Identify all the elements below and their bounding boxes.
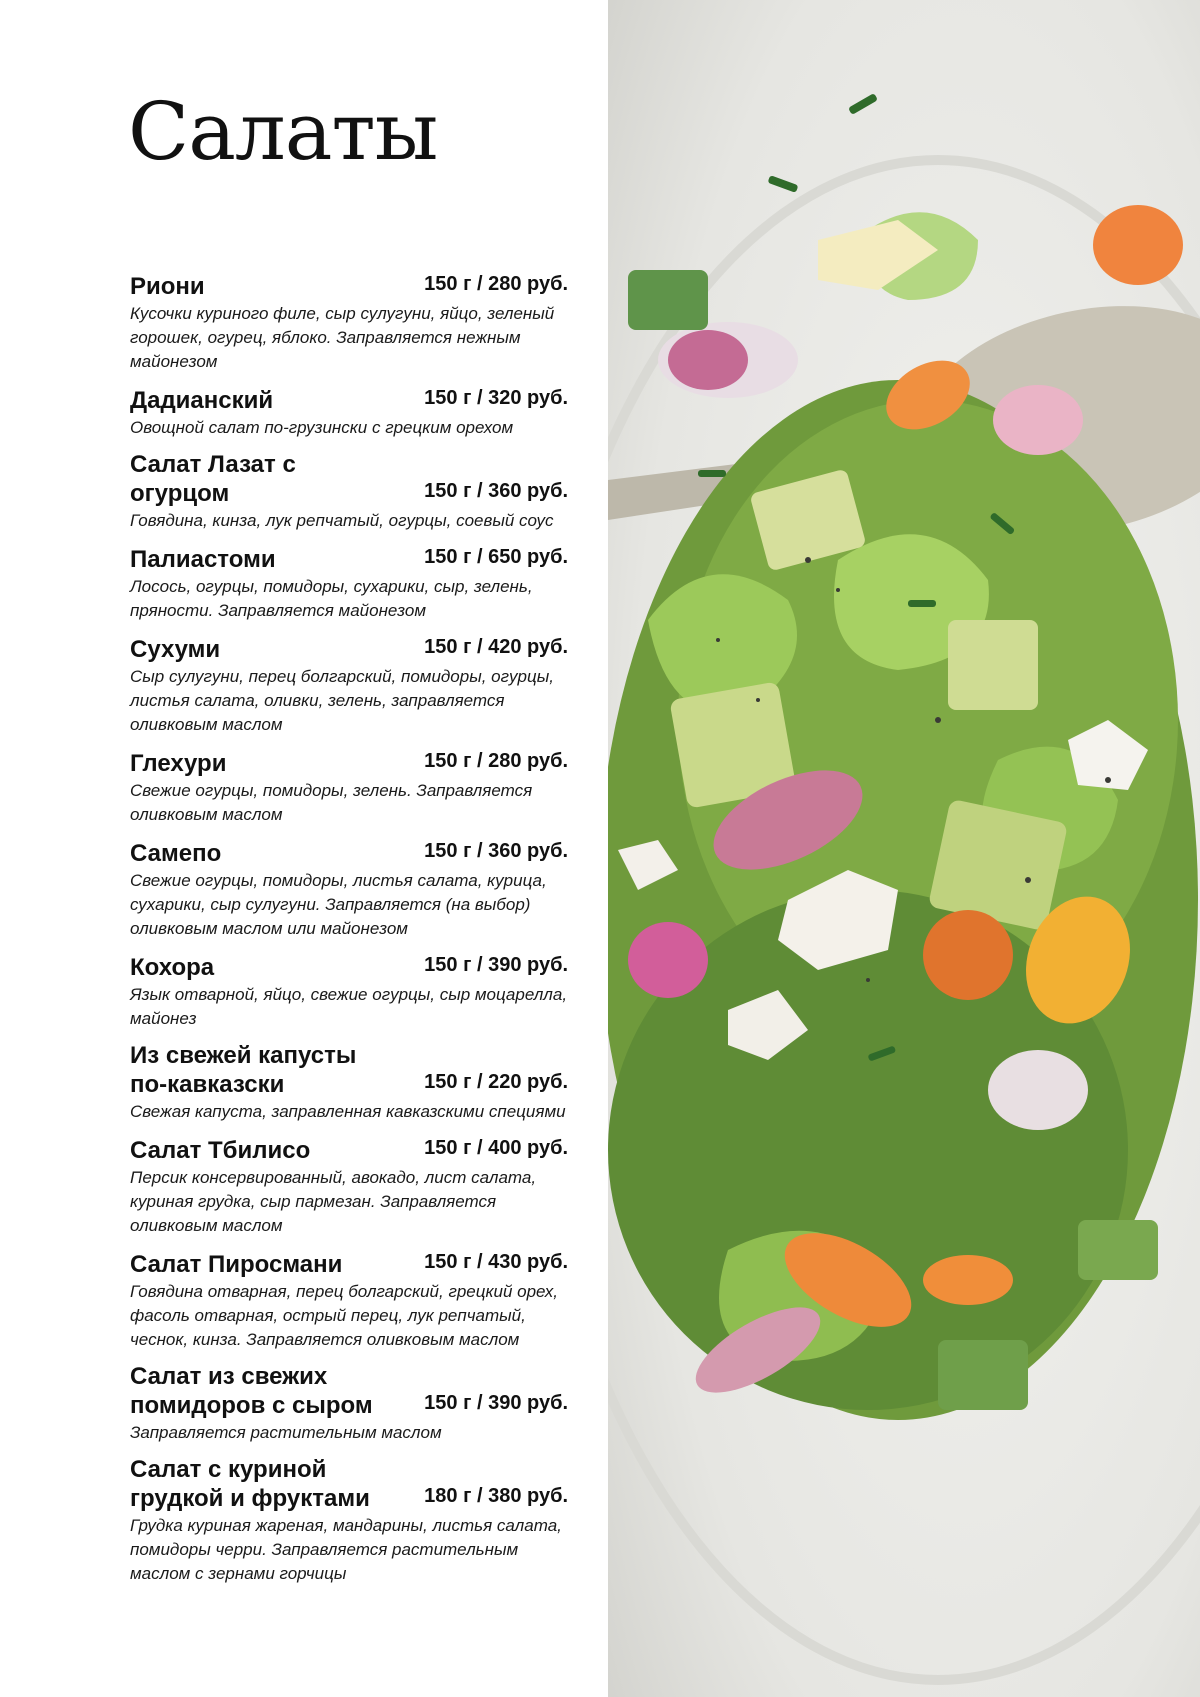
- item-description: Персик консервированный, авокадо, лист салата, куриная грудка, сыр пармезан. Заправляется оливковым маслом: [130, 1168, 537, 1235]
- item-name: Салат Тбилисо: [130, 1137, 311, 1164]
- item-price: 150 г / 420 руб.: [424, 636, 568, 658]
- item-name: Дадианский: [130, 387, 274, 414]
- menu-item: [130, 1041, 568, 1124]
- menu-item: [130, 450, 568, 533]
- menu-item: [130, 633, 568, 737]
- menu-item: [130, 1455, 568, 1586]
- item-description: Говядина отварная, перец болгарский, грецкий орех, фасоль отварная, острый перец, лук репчатый, чеснок, кинза. Заправляется оливковым маслом: [130, 1282, 558, 1349]
- item-name: Салат из свежих помидоров с сыром: [130, 1363, 373, 1419]
- menu-item: [130, 951, 568, 1031]
- item-name: Самепо: [130, 840, 222, 867]
- item-price: 150 г / 650 руб.: [424, 546, 568, 568]
- item-price: 150 г / 400 руб.: [424, 1137, 568, 1159]
- item-description: Лосось, огурцы, помидоры, сухарики, сыр, зелень, пряности. Заправляется майонезом: [130, 577, 533, 620]
- item-price: 150 г / 390 руб.: [424, 954, 568, 976]
- item-price: 150 г / 280 руб.: [424, 273, 568, 295]
- item-name: Салат Лазат с огурцом: [130, 451, 296, 507]
- menu-item: [130, 1134, 568, 1238]
- item-price: 150 г / 360 руб.: [424, 480, 568, 502]
- item-price: 150 г / 280 руб.: [424, 750, 568, 772]
- menu-list: [130, 270, 568, 1596]
- item-description: Свежая капуста, заправленная кавказскими специями: [130, 1102, 566, 1121]
- item-name: Глехури: [130, 750, 227, 777]
- item-description: Свежие огурцы, помидоры, зелень. Заправляется оливковым маслом: [130, 781, 533, 824]
- item-name: Салат с куриной грудкой и фруктами: [130, 1456, 370, 1512]
- item-name: Сухуми: [130, 636, 221, 663]
- item-name: Из свежей капусты по-кавказски: [130, 1042, 357, 1098]
- item-description: Овощной салат по-грузински с грецким орехом: [130, 418, 514, 437]
- item-price: 150 г / 220 руб.: [424, 1071, 568, 1093]
- page-title: Салаты: [128, 85, 438, 178]
- menu-item: [130, 1362, 568, 1445]
- item-description: Свежие огурцы, помидоры, листья салата, курица, сухарики, сыр сулугуни. Заправляется (на выбор) оливковым маслом или майонезом: [130, 871, 547, 938]
- menu-item: [130, 1248, 568, 1352]
- menu-item: [130, 747, 568, 827]
- item-description: Кусочки куриного филе, сыр сулугуни, яйцо, зеленый горошек, огурец, яблоко. Заправляется нежным майонезом: [130, 304, 555, 371]
- item-description: Язык отварной, яйцо, свежие огурцы, сыр моцарелла, майонез: [130, 985, 568, 1028]
- item-name: Палиастоми: [130, 546, 276, 573]
- item-description: Говядина, кинза, лук репчатый, огурцы, соевый соус: [130, 511, 554, 530]
- item-description: Сыр сулугуни, перец болгарский, помидоры, огурцы, листья салата, оливки, зелень, заправляется оливковым маслом: [130, 667, 554, 734]
- item-name: Кохора: [130, 954, 215, 981]
- menu-item: [130, 270, 568, 374]
- item-price: 150 г / 320 руб.: [424, 387, 568, 409]
- menu-item: [130, 543, 568, 623]
- menu-item: [130, 837, 568, 941]
- salad-photo: [608, 0, 1200, 1697]
- item-name: Салат Пиросмани: [130, 1251, 343, 1278]
- item-price: 150 г / 360 руб.: [424, 840, 568, 862]
- menu-item: [130, 384, 568, 440]
- item-description: Грудка куриная жареная, мандарины, листья салата, помидоры черри. Заправляется растительным маслом с зернами горчицы: [130, 1516, 562, 1583]
- item-description: Заправляется растительным маслом: [130, 1423, 442, 1442]
- item-price: 180 г / 380 руб.: [424, 1485, 568, 1507]
- item-name: Риони: [130, 273, 205, 300]
- item-price: 150 г / 390 руб.: [424, 1392, 568, 1414]
- item-price: 150 г / 430 руб.: [424, 1251, 568, 1273]
